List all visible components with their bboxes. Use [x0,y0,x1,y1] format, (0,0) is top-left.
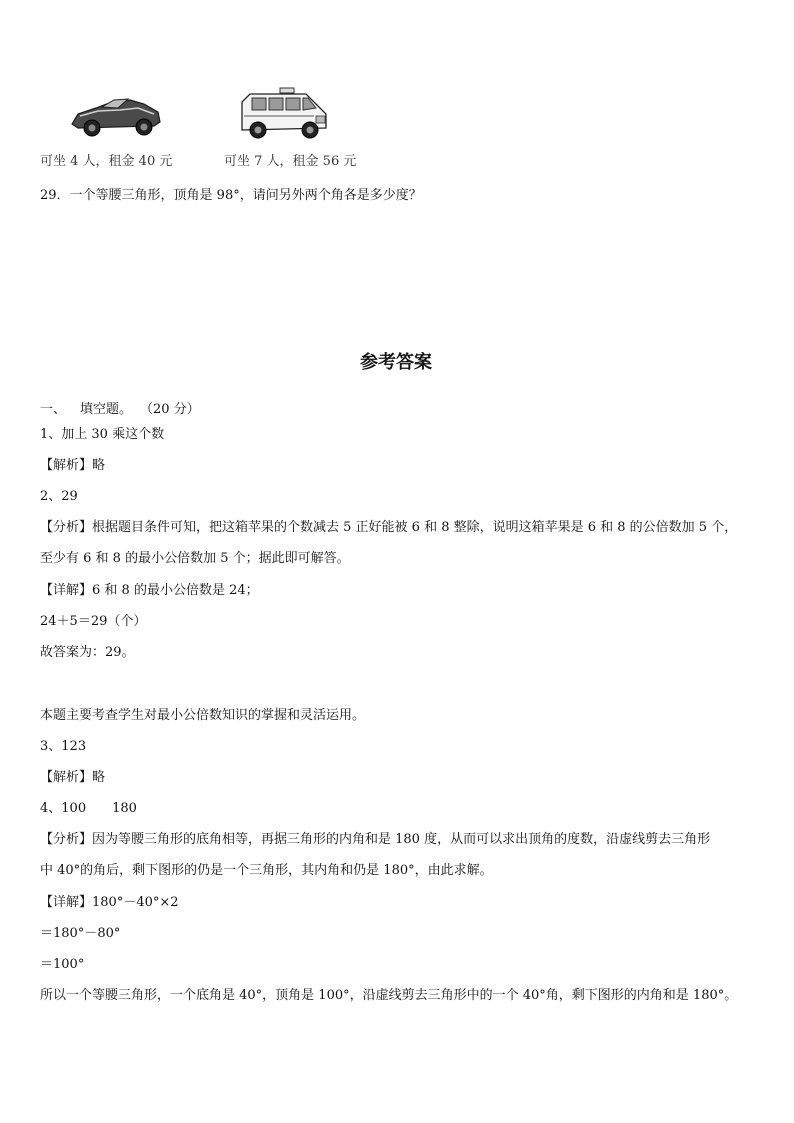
page-title: 参考答案 [360,352,432,373]
answer-4: 4、100 180 [40,801,137,816]
answer-2-analysis-line1: 【分析】根据题目条件可知，把这箱苹果的个数减去 5 正好能被 6 和 8 整除，说明这箱苹果是 6 和 8 的公倍数加 5 个， [40,520,738,535]
car-icon [68,94,164,142]
van-icon [236,86,330,142]
section-number: 一、 [40,402,67,417]
answer-4-step2: ＝100° [40,957,85,972]
answer-4-detail: 【详解】180°－40°×2 [40,895,179,910]
question-29: 29．一个等腰三角形，顶角是 98°，请问另外两个角各是多少度？ [40,188,422,203]
answer-1-analysis: 【解析】略 [40,458,106,473]
answer-4-analysis-line2: 中 40°的角后，剩下图形的仍是一个三角形，其内角和仍是 180°，由此求解。 [40,863,493,878]
answer-2-result: 故答案为：29。 [40,645,135,660]
answer-3-analysis: 【解析】略 [40,770,106,785]
answer-3: 3、123 [40,739,87,754]
car-illustration [68,94,164,142]
answer-2-note: 本题主要考查学生对最小公倍数知识的掌握和灵活运用。 [40,708,366,723]
answer-1: 1、加上 30 乘这个数 [40,427,165,442]
answer-2: 2、29 [40,489,78,504]
car-caption: 可坐 4 人，租金 40 元 [40,154,173,169]
section-name: 填空题。 [80,402,133,417]
answer-2-detail: 【详解】6 和 8 的最小公倍数是 24； [40,583,259,598]
section-heading [40,401,200,419]
answer-4-conclusion: 所以一个等腰三角形，一个底角是 40°，顶角是 100°，沿虚线剪去三角形中的一个 40°角，剩下图形的内角和是 180°。 [40,988,738,1003]
answer-4-step1: ＝180°－80° [40,926,121,941]
section-points: （20 分） [140,402,200,417]
van-illustration [236,86,330,142]
answer-4-analysis-line1: 【分析】因为等腰三角形的底角相等，再据三角形的内角和是 180 度，从而可以求出顶角的度数，沿虚线剪去三角形 [40,832,711,847]
answer-2-analysis-line2: 至少有 6 和 8 的最小公倍数加 5 个；据此即可解答。 [40,551,350,566]
answer-2-calculation: 24＋5＝29（个） [40,614,147,629]
van-caption: 可坐 7 人，租金 56 元 [224,154,357,169]
